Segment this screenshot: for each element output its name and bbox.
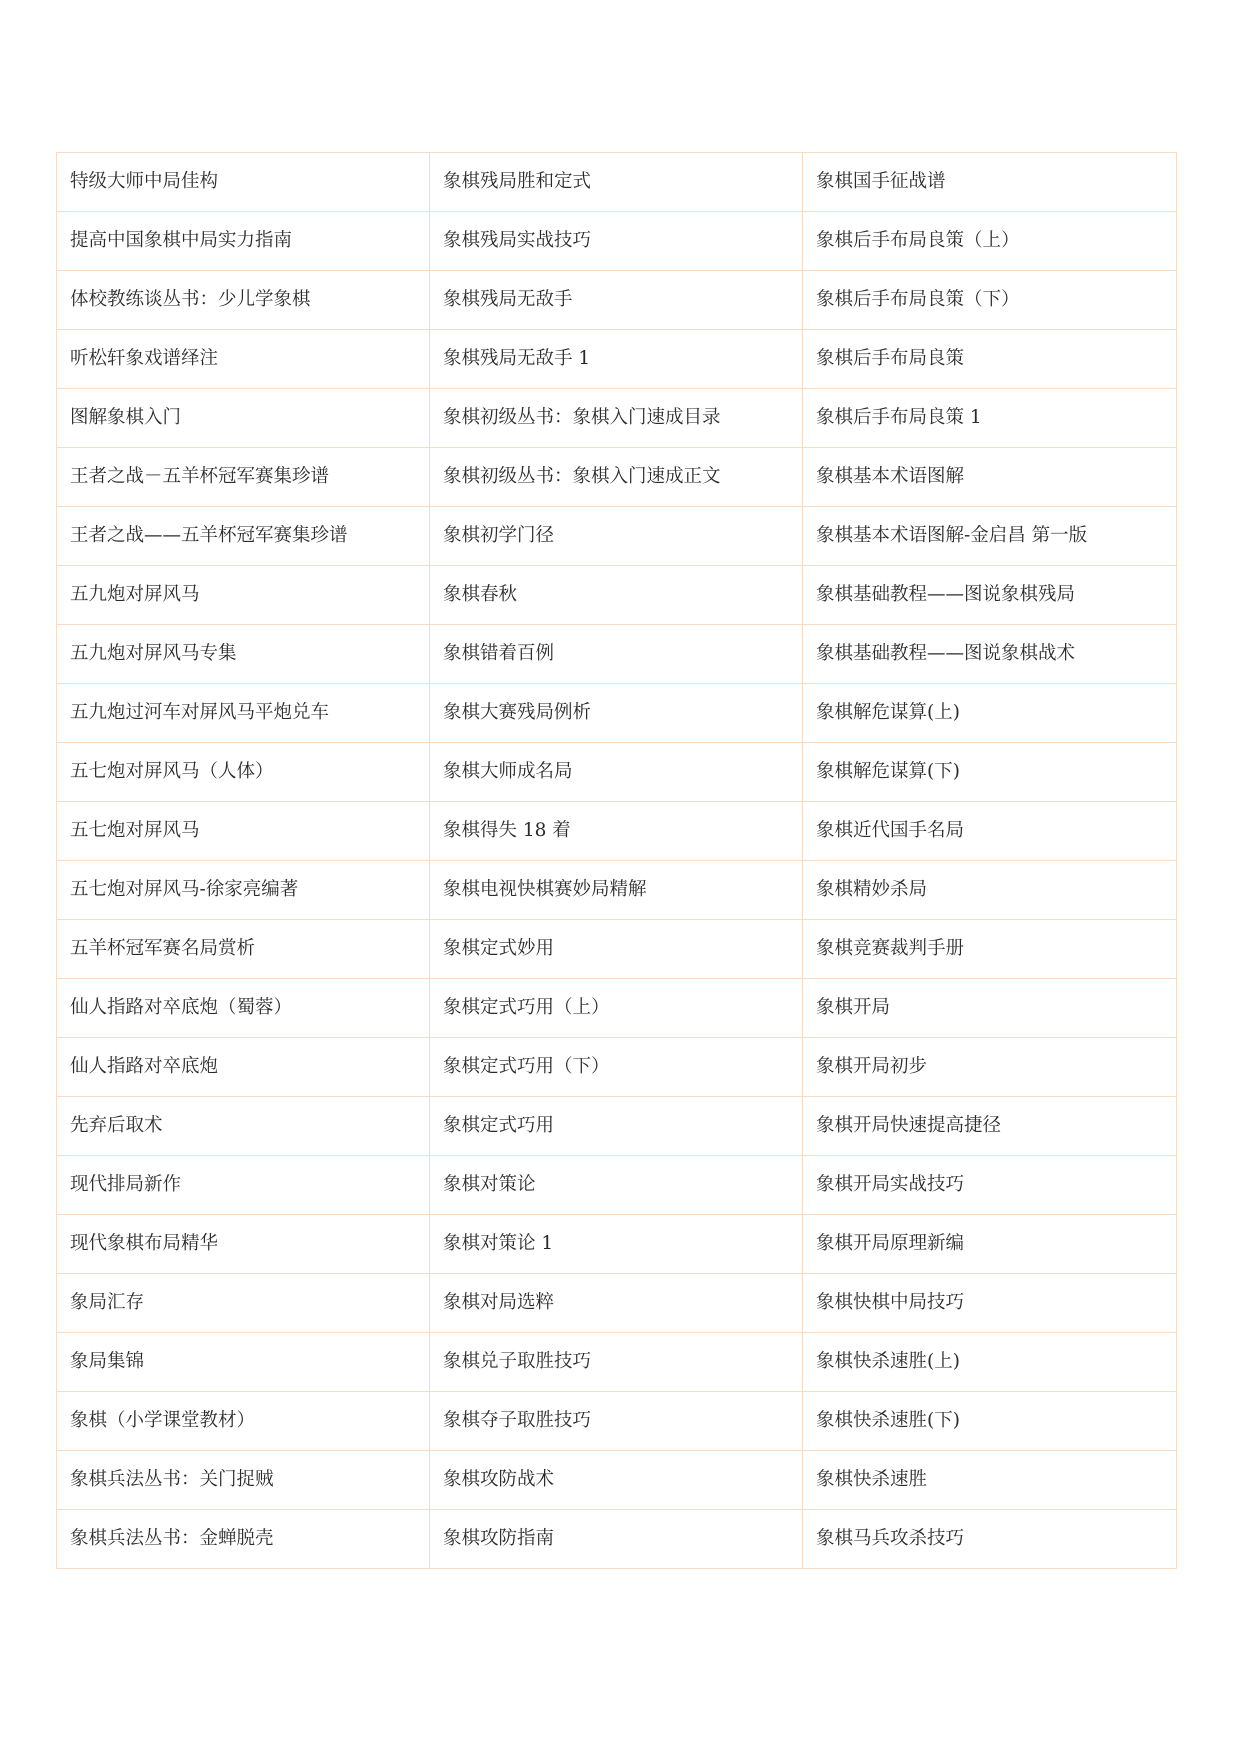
table-row: [57, 743, 1177, 802]
table-row: [57, 566, 1177, 625]
table-row: [57, 507, 1177, 566]
table-row: [57, 1156, 1177, 1215]
book-title-cell: 象局汇存: [57, 1274, 430, 1333]
book-title-cell: 象棋开局原理新编: [803, 1215, 1177, 1274]
book-title-cell: 象棋马兵攻杀技巧: [803, 1510, 1177, 1569]
book-title-cell: 象棋（小学课堂教材）: [57, 1392, 430, 1451]
book-title-cell: 提高中国象棋中局实力指南: [57, 212, 430, 271]
book-title-cell: 王者之战——五羊杯冠军赛集珍谱: [57, 507, 430, 566]
book-title-cell: 象棋快杀速胜: [803, 1451, 1177, 1510]
book-title-cell: 象棋残局实战技巧: [430, 212, 803, 271]
table-row: [57, 1274, 1177, 1333]
book-title-cell: 象棋定式妙用: [430, 920, 803, 979]
book-title-cell: 象棋兵法丛书：关门捉贼: [57, 1451, 430, 1510]
book-title-cell: 象棋电视快棋赛妙局精解: [430, 861, 803, 920]
book-title-cell: 象棋后手布局良策 1: [803, 389, 1177, 448]
book-title-cell: 象棋初级丛书：象棋入门速成正文: [430, 448, 803, 507]
book-title-cell: 象棋兑子取胜技巧: [430, 1333, 803, 1392]
book-title-cell: 象棋对局选粹: [430, 1274, 803, 1333]
book-title-cell: 象局集锦: [57, 1333, 430, 1392]
book-title-cell: 象棋解危谋算(下): [803, 743, 1177, 802]
book-title-cell: 仙人指路对卒底炮: [57, 1038, 430, 1097]
table-row: [57, 212, 1177, 271]
book-title-cell: 象棋春秋: [430, 566, 803, 625]
table-row: [57, 330, 1177, 389]
book-title-cell: 象棋快棋中局技巧: [803, 1274, 1177, 1333]
book-title-cell: 象棋初学门径: [430, 507, 803, 566]
table-row: [57, 802, 1177, 861]
book-title-cell: 象棋对策论: [430, 1156, 803, 1215]
table-row: [57, 1333, 1177, 1392]
book-title-cell: 五七炮对屏风马（人体）: [57, 743, 430, 802]
table-row: [57, 1038, 1177, 1097]
book-title-cell: 象棋定式巧用: [430, 1097, 803, 1156]
table-row: [57, 920, 1177, 979]
book-title-cell: 象棋兵法丛书：金蝉脱壳: [57, 1510, 430, 1569]
book-title-cell: 五九炮对屏风马: [57, 566, 430, 625]
book-title-cell: 五七炮对屏风马: [57, 802, 430, 861]
book-title-cell: 象棋初级丛书：象棋入门速成目录: [430, 389, 803, 448]
table-row: [57, 153, 1177, 212]
table-row: [57, 271, 1177, 330]
book-title-cell: 仙人指路对卒底炮（蜀蓉）: [57, 979, 430, 1038]
table-row: [57, 448, 1177, 507]
book-title-cell: 图解象棋入门: [57, 389, 430, 448]
book-title-cell: 象棋精妙杀局: [803, 861, 1177, 920]
book-title-cell: 象棋基本术语图解-金启昌 第一版: [803, 507, 1177, 566]
book-title-cell: 王者之战－五羊杯冠军赛集珍谱: [57, 448, 430, 507]
book-title-cell: 听松轩象戏谱绎注: [57, 330, 430, 389]
book-title-cell: 象棋大师成名局: [430, 743, 803, 802]
book-title-cell: 象棋近代国手名局: [803, 802, 1177, 861]
book-title-cell: 五九炮对屏风马专集: [57, 625, 430, 684]
book-title-cell: 象棋残局无敌手: [430, 271, 803, 330]
book-title-cell: 先弃后取术: [57, 1097, 430, 1156]
book-title-cell: 象棋攻防战术: [430, 1451, 803, 1510]
table-row: [57, 1451, 1177, 1510]
book-title-cell: 象棋基础教程——图说象棋残局: [803, 566, 1177, 625]
book-title-cell: 象棋大赛残局例析: [430, 684, 803, 743]
table-row: [57, 861, 1177, 920]
book-title-cell: 特级大师中局佳构: [57, 153, 430, 212]
book-title-cell: 象棋夺子取胜技巧: [430, 1392, 803, 1451]
book-title-cell: 五七炮对屏风马-徐家亮编著: [57, 861, 430, 920]
book-title-cell: 象棋竞赛裁判手册: [803, 920, 1177, 979]
table-row: [57, 1392, 1177, 1451]
book-title-cell: 象棋开局初步: [803, 1038, 1177, 1097]
table-row: [57, 1510, 1177, 1569]
table-row: [57, 1097, 1177, 1156]
book-title-cell: 象棋残局胜和定式: [430, 153, 803, 212]
book-title-cell: 象棋对策论 1: [430, 1215, 803, 1274]
book-title-cell: 象棋残局无敌手 1: [430, 330, 803, 389]
book-title-cell: 象棋错着百例: [430, 625, 803, 684]
book-title-cell: 体校教练谈丛书：少儿学象棋: [57, 271, 430, 330]
book-title-cell: 象棋国手征战谱: [803, 153, 1177, 212]
table-row: [57, 684, 1177, 743]
book-title-cell: 象棋定式巧用（上）: [430, 979, 803, 1038]
book-title-cell: 现代象棋布局精华: [57, 1215, 430, 1274]
book-title-table-body: [57, 153, 1177, 1569]
book-title-cell: 五九炮过河车对屏风马平炮兑车: [57, 684, 430, 743]
book-title-cell: 现代排局新作: [57, 1156, 430, 1215]
table-row: [57, 1215, 1177, 1274]
book-title-cell: 象棋快杀速胜(上): [803, 1333, 1177, 1392]
book-title-cell: 象棋快杀速胜(下): [803, 1392, 1177, 1451]
book-title-cell: 象棋开局实战技巧: [803, 1156, 1177, 1215]
book-title-cell: 象棋开局快速提高捷径: [803, 1097, 1177, 1156]
book-title-cell: 象棋后手布局良策（上）: [803, 212, 1177, 271]
book-title-cell: 五羊杯冠军赛名局赏析: [57, 920, 430, 979]
book-title-cell: 象棋基础教程——图说象棋战术: [803, 625, 1177, 684]
table-row: [57, 979, 1177, 1038]
book-title-cell: 象棋后手布局良策: [803, 330, 1177, 389]
book-title-table: [56, 152, 1177, 1569]
book-title-cell: 象棋开局: [803, 979, 1177, 1038]
book-title-cell: 象棋解危谋算(上): [803, 684, 1177, 743]
table-row: [57, 389, 1177, 448]
book-title-cell: 象棋定式巧用（下）: [430, 1038, 803, 1097]
book-title-cell: 象棋后手布局良策（下）: [803, 271, 1177, 330]
book-title-cell: 象棋得失 18 着: [430, 802, 803, 861]
book-title-cell: 象棋攻防指南: [430, 1510, 803, 1569]
book-title-cell: 象棋基本术语图解: [803, 448, 1177, 507]
table-row: [57, 625, 1177, 684]
